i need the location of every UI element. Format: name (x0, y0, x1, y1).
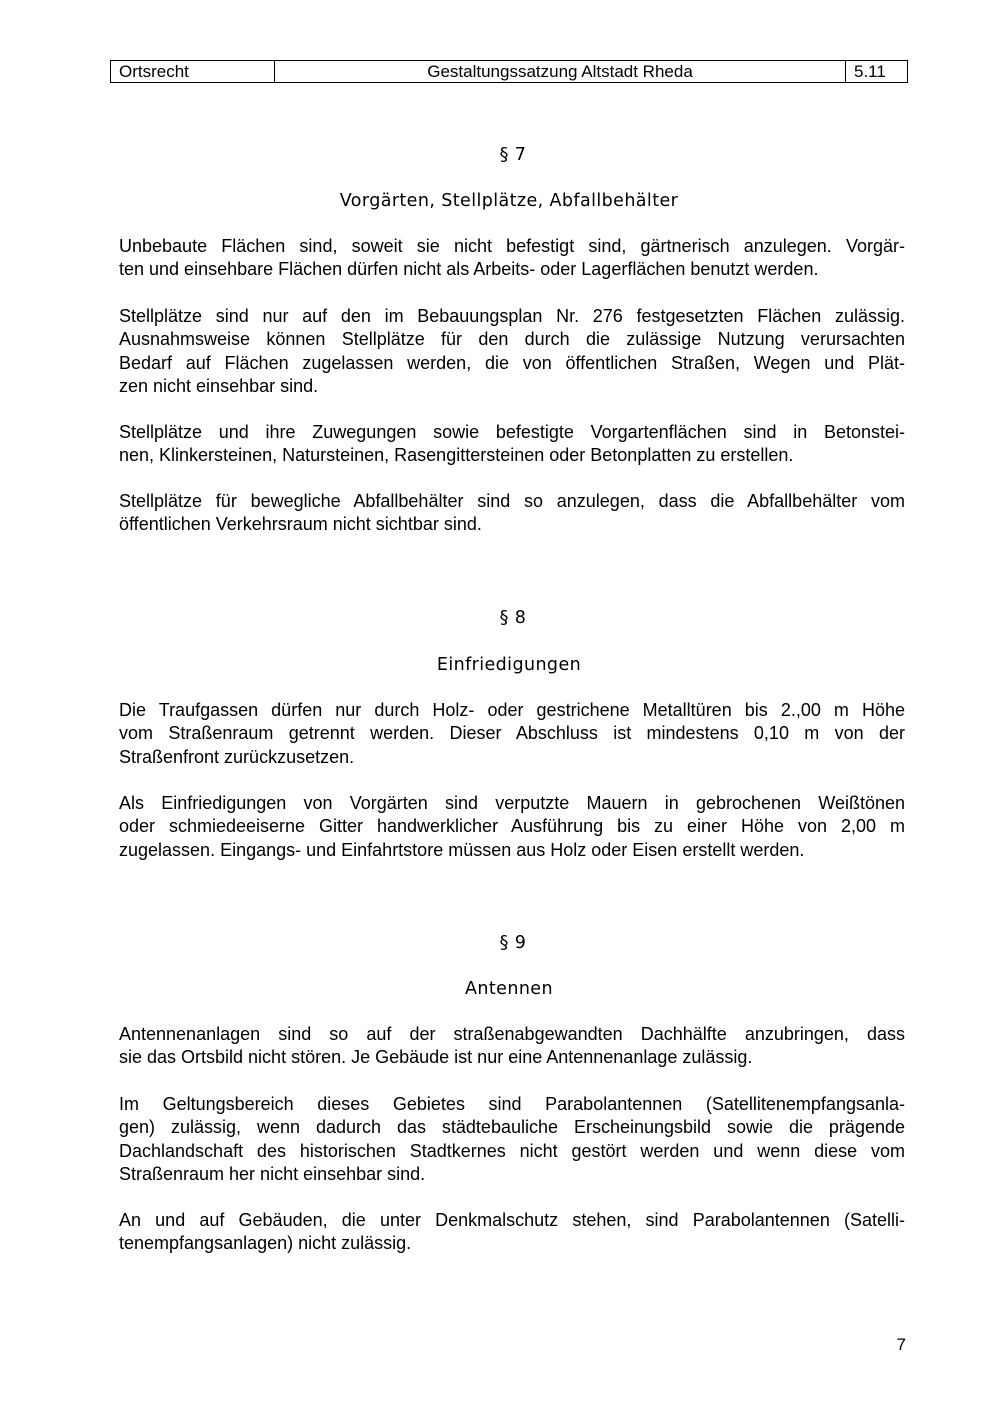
section-9-paragraph-1 (119, 1023, 905, 1070)
section-7-paragraph-3 (119, 421, 905, 468)
text-line: Als Einfriedigungen von Vorgärten sind verputzte Mauern in gebrochenen Weißtönen (119, 793, 905, 813)
text-line: tenempfangsanlagen) nicht zulässig. (119, 1233, 412, 1254)
text-line: nen, Klinkersteinen, Natursteinen, Rasengittersteinen oder Betonplatten zu erstellen. (119, 445, 794, 466)
section-9-title: Antennen (465, 979, 553, 999)
section-8-paragraph-2 (119, 792, 905, 862)
text-line: Die Traufgassen dürfen nur durch Holz- oder gestrichene Metalltüren bis 2.,00 m Höhe (119, 700, 905, 720)
text-line: Ausnahmsweise können Stellplätze für den durch die zulässige Nutzung verursachten (119, 329, 905, 350)
text-line: Straßenraum her nicht einsehbar sind. (119, 1164, 426, 1185)
section-8-number: § 8 (499, 608, 527, 628)
section-8-title: Einfriedigungen (436, 655, 582, 675)
page-number: 7 (896, 1335, 906, 1354)
section-9-number: § 9 (499, 933, 527, 953)
text-line: Stellplätze und ihre Zuwegungen sowie befestigte Vorgartenflächen sind in Betonstei- (119, 422, 905, 442)
text-line: ten und einsehbare Flächen dürfen nicht als Arbeits- oder Lagerflächen benutzt werden. (119, 259, 819, 280)
text-line: An und auf Gebäuden, die unter Denkmalschutz stehen, sind Parabolantennen (Satelli- (119, 1210, 905, 1230)
text-line: Stellplätze für bewegliche Abfallbehälter sind so anzulegen, dass die Abfallbehälter vom (119, 491, 905, 511)
text-line: gen) zulässig, wenn dadurch das städtebauliche Erscheinungsbild sowie die prägende (119, 1117, 905, 1138)
text-line: Im Geltungsbereich dieses Gebietes sind Parabolantennen (Satellitenempfangsanla- (119, 1094, 905, 1114)
header-document-title: Gestaltungssatzung Altstadt Rheda (275, 61, 846, 83)
text-line: Straßenfront zurückzusetzen. (119, 746, 355, 767)
text-line: zen nicht einsehbar sind. (119, 376, 319, 397)
section-9-paragraph-2 (119, 1093, 905, 1187)
text-line: Unbebaute Flächen sind, soweit sie nicht befestigt sind, gärtnerisch anzulegen. Vorgär- (119, 236, 905, 256)
text-line: Bedarf auf Flächen zugelassen werden, die von öffentlichen Straßen, Wegen und Plät- (119, 352, 905, 373)
section-7-number: § 7 (499, 145, 527, 165)
section-9-paragraph-3 (119, 1209, 905, 1256)
section-7-title: Vorgärten, Stellplätze, Abfallbehälter (339, 191, 679, 211)
text-line: vom Straßenraum getrennt werden. Dieser Abschluss ist mindestens 0,10 m von der (119, 723, 905, 744)
header-category: Ortsrecht (111, 61, 275, 83)
page-header (110, 60, 908, 83)
text-line: sie das Ortsbild nicht stören. Je Gebäude ist nur eine Antennenanlage zulässig. (119, 1047, 753, 1068)
text-line: öffentlichen Verkehrsraum nicht sichtbar sind. (119, 514, 482, 535)
section-7-paragraph-1 (119, 235, 905, 282)
section-8-paragraph-1 (119, 699, 905, 769)
text-line: Dachlandschaft des historischen Stadtkernes nicht gestört werden und wenn diese vom (119, 1140, 905, 1161)
section-7-paragraph-2 (119, 305, 905, 399)
text-line: Stellplätze sind nur auf den im Bebauungsplan Nr. 276 festgesetzten Flächen zulässig. (119, 306, 905, 326)
header-document-number: 5.11 (846, 61, 908, 83)
text-line: oder schmiedeeiserne Gitter handwerklicher Ausführung bis zu einer Höhe von 2,00 m (119, 816, 905, 837)
section-7-paragraph-4 (119, 490, 905, 537)
text-line: Antennenanlagen sind so auf der straßenabgewandten Dachhälfte anzubringen, dass (119, 1024, 905, 1044)
text-line: zugelassen. Eingangs- und Einfahrtstore müssen aus Holz oder Eisen erstellt werden. (119, 839, 805, 860)
